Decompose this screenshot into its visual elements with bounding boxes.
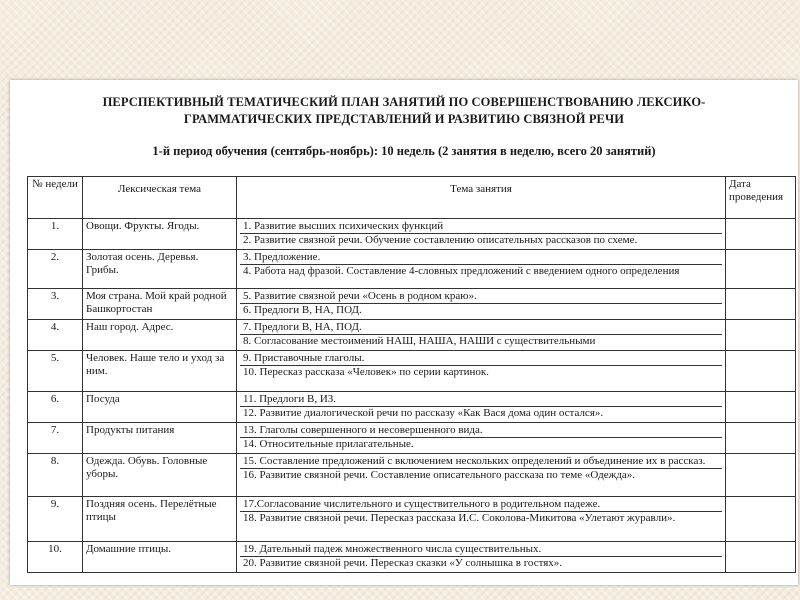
week-number: 9. <box>28 497 83 542</box>
lexical-theme: Овощи. Фрукты. Ягоды. <box>83 219 237 250</box>
lesson-topic: 2. Развитие связной речи. Обучение составлению описательных рассказов по схеме. <box>240 233 722 247</box>
week-number: 2. <box>28 250 83 289</box>
week-number: 8. <box>28 454 83 497</box>
lesson-topics <box>237 497 726 542</box>
date-cell <box>726 423 796 454</box>
date-cell <box>726 320 796 351</box>
lesson-topic: 14. Относительные прилагательные. <box>240 437 722 451</box>
header-lesson-topic: Тема занятия <box>237 177 726 219</box>
lesson-topics <box>237 423 726 454</box>
table-row <box>28 351 796 392</box>
plan-table <box>27 176 796 573</box>
week-number: 6. <box>28 392 83 423</box>
date-cell <box>726 289 796 320</box>
lesson-topics <box>237 392 726 423</box>
table-row <box>28 289 796 320</box>
lesson-topic: 12. Развитие диалогической речи по рассказу «Как Вася дома один остался». <box>240 406 722 420</box>
lesson-topics <box>237 351 726 392</box>
header-lexical-theme: Лексическая тема <box>83 177 237 219</box>
week-number: 4. <box>28 320 83 351</box>
lesson-topic: 9. Приставочные глаголы. <box>243 352 365 364</box>
lesson-topic: 18. Развитие связной речи. Пересказ рассказа И.С. Соколова-Микитова «Улетают журавли». <box>240 511 722 525</box>
week-number: 10. <box>28 542 83 573</box>
table-row <box>28 542 796 573</box>
table-row <box>28 219 796 250</box>
lesson-topic: 4. Работа над фразой. Составление 4-словных предложений с введением одного определения <box>240 264 722 278</box>
lesson-topic: 5. Развитие связной речи «Осень в родном краю». <box>243 290 477 302</box>
table-row <box>28 320 796 351</box>
lesson-topic: 3. Предложение. <box>243 251 321 263</box>
period-subtitle: 1-й период обучения (сентябрь-ноябрь): 10 недель (2 занятия в неделю, всего 20 занятий) <box>152 144 656 158</box>
lesson-topic: 11. Предлоги В, ИЗ. <box>243 393 337 405</box>
table-row <box>28 392 796 423</box>
lesson-topic: 15. Составление предложений с включением нескольких определений и объединение их в рассказ. <box>243 455 706 467</box>
date-cell <box>726 454 796 497</box>
header-date: Дата проведения <box>726 177 796 219</box>
lexical-theme: Одежда. Обувь. Головные уборы. <box>83 454 237 497</box>
document-title <box>10 94 798 128</box>
date-cell <box>726 219 796 250</box>
lesson-topics <box>237 219 726 250</box>
lexical-theme: Продукты питания <box>83 423 237 454</box>
lesson-topic: 17.Согласование числительного и существительного в родительном падеже. <box>243 498 601 510</box>
header-week: № недели <box>28 177 83 219</box>
lesson-topic: 10. Пересказ рассказа «Человек» по серии картинок. <box>240 365 722 379</box>
week-number: 5. <box>28 351 83 392</box>
title-line-1: ПЕРСПЕКТИВНЫЙ ТЕМАТИЧЕСКИЙ ПЛАН ЗАНЯТИЙ ПО СОВЕРШЕНСТВОВАНИЮ ЛЕКСИКО- <box>102 95 706 109</box>
date-cell <box>726 351 796 392</box>
lexical-theme: Золотая осень. Деревья. Грибы. <box>83 250 237 289</box>
lexical-theme: Посуда <box>83 392 237 423</box>
lesson-topic: 16. Развитие связной речи. Составление описательного рассказа по теме «Одежда». <box>240 468 722 482</box>
date-cell <box>726 542 796 573</box>
date-cell <box>726 392 796 423</box>
table-row <box>28 454 796 497</box>
table-row <box>28 497 796 542</box>
table-row <box>28 423 796 454</box>
title-line-2: ГРАММАТИЧЕСКИХ ПРЕДСТАВЛЕНИЙ И РАЗВИТИЮ СВЯЗНОЙ РЕЧИ <box>183 112 625 126</box>
date-cell <box>726 250 796 289</box>
table-header-row <box>28 177 796 219</box>
lexical-theme: Домашние птицы. <box>83 542 237 573</box>
lesson-topic: 8. Согласование местоимений НАШ, НАША, НАШИ с существительными <box>240 334 722 348</box>
week-number: 3. <box>28 289 83 320</box>
lesson-topic: 20. Развитие связной речи. Пересказ сказки «У солнышка в гостях». <box>240 556 722 570</box>
lesson-topics <box>237 250 726 289</box>
week-number: 1. <box>28 219 83 250</box>
week-number: 7. <box>28 423 83 454</box>
lexical-theme: Поздняя осень. Перелётные птицы <box>83 497 237 542</box>
lesson-topics <box>237 454 726 497</box>
lexical-theme: Наш город. Адрес. <box>83 320 237 351</box>
lesson-topic: 6. Предлоги В, НА, ПОД. <box>240 303 722 317</box>
lexical-theme: Человек. Наше тело и уход за ним. <box>83 351 237 392</box>
date-cell <box>726 497 796 542</box>
lesson-topics <box>237 289 726 320</box>
lesson-topics <box>237 320 726 351</box>
lesson-topics <box>237 542 726 573</box>
table-row <box>28 250 796 289</box>
lesson-topic: 13. Глаголы совершенного и несовершенного вида. <box>243 424 483 436</box>
document-page <box>10 80 798 585</box>
lesson-topic: 1. Развитие высших психических функций <box>243 220 444 232</box>
lesson-topic: 19. Дательный падеж множественного числа существительных. <box>243 543 542 555</box>
lexical-theme: Моя страна. Мой край родной Башкортостан <box>83 289 237 320</box>
lesson-topic: 7. Предлоги В, НА, ПОД. <box>243 321 362 333</box>
